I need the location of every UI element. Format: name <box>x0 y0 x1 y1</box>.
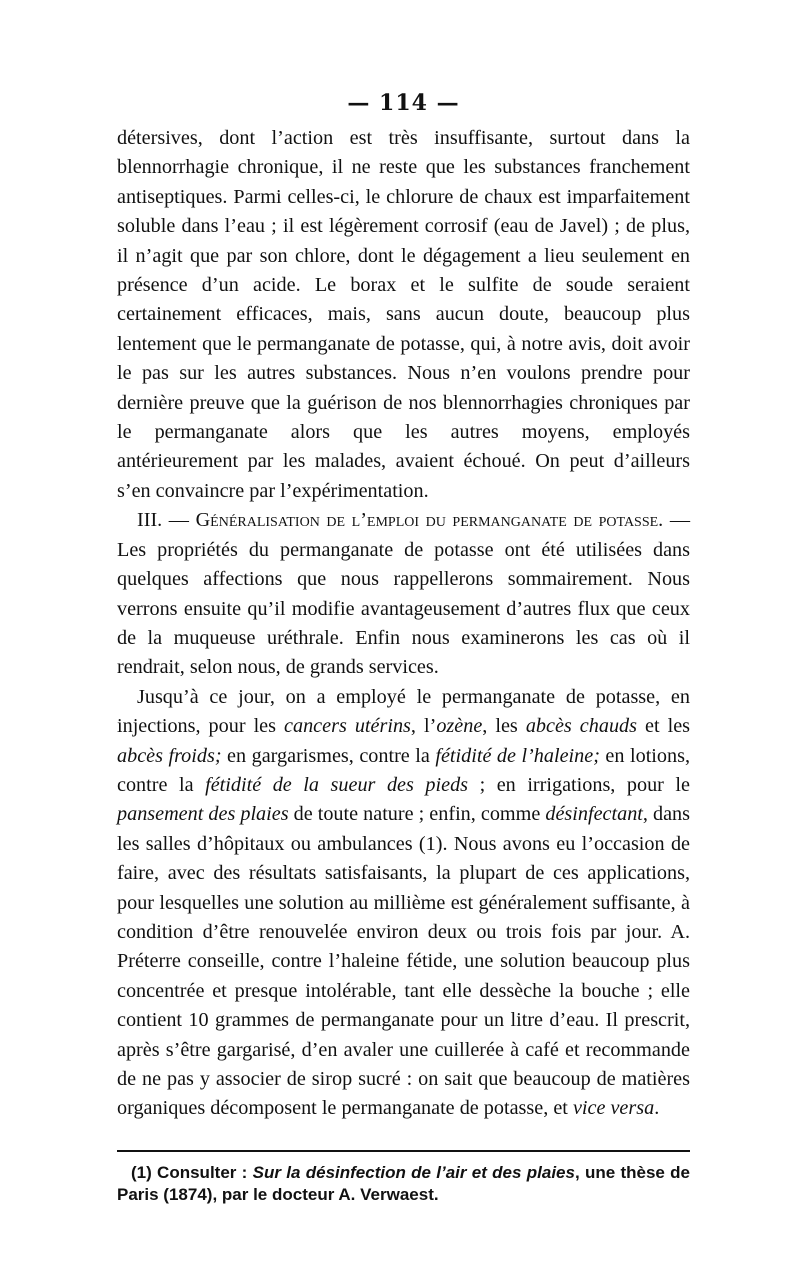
section-heading: III. — Généralisation de l’emploi du permanganate de potasse. <box>137 509 664 532</box>
text-run: et les <box>637 715 691 738</box>
italic-term: désinfectant <box>545 803 643 826</box>
paragraph-3 <box>117 683 690 1124</box>
text-run: . <box>654 1097 660 1120</box>
text-run: en lotions, contre la <box>117 744 690 796</box>
footnote-text: , une thèse de Paris (1874), par le docteur A. Verwaest. <box>117 1162 690 1204</box>
italic-term: fétidité de l’haleine; <box>435 744 600 767</box>
text-run: ; en irrigations, pour le <box>468 773 691 796</box>
italic-term: pansement des plaies <box>117 803 289 826</box>
italic-term: abcès froids; <box>117 744 222 767</box>
italic-term: abcès chauds <box>525 715 637 738</box>
text-run: en gargarismes, contre la <box>221 744 436 767</box>
text-run: Jusqu’à ce jour, on a employé le permanganate de potasse, en injections, pour les <box>117 685 690 738</box>
text-run: de toute nature ; enfin, comme <box>288 803 546 826</box>
body-text <box>117 124 690 1124</box>
footnote-text: (1) Consulter : <box>131 1162 253 1182</box>
text-run: , les <box>482 715 526 738</box>
text-run: , l’ <box>410 715 437 738</box>
footnote-divider <box>117 1150 690 1152</box>
paragraph-1: détersives, dont l’action est très insuffisante, surtout dans la blennorrhagie chronique, il ne reste que les substances franchement antiseptiques. Parmi celles-ci, le chlorure de chaux est imparfaitement soluble dans l’eau ; il est légèrement corrosif (eau de Javel) ; de plus, il n’agit que par son chlore, dont le dégagement a lieu seulement en présence d’un acide. Le borax et le sulfite de soude seraient certainement efficaces, mais, sans aucun doute, beaucoup plus lentement que le permanganate de potasse, qui, à notre avis, doit avoir le pas sur les autres substances. Nous n’en voulons prendre pour dernière preuve que la guérison de nos blennorrhagies chroniques par le permanganate alors que les autres moyens, employés antérieurement par les malades, avaient échoué. On peut d’ailleurs s’en convaincre par l’expérimentation. <box>117 127 690 502</box>
footnote-title: Sur la désinfection de l’air et des plaies <box>252 1162 575 1182</box>
italic-term: fétidité de la sueur des pieds <box>205 773 469 796</box>
italic-term: vice versa <box>572 1097 655 1120</box>
italic-term: ozène <box>436 715 483 738</box>
footnote <box>117 1162 690 1206</box>
italic-term: cancers utérins <box>284 715 411 738</box>
page-number: — 114 — <box>347 90 460 116</box>
text-run: , dans les salles d’hôpitaux ou ambulances (1). Nous avons eu l’occasion de faire, avec des résultats satisfaisants, la plupart de ces applications, pour lesquelles une solution au millième est généralement suffisante, à condition d’être renouvelée environ deux ou trois fois par jour. A. Préterre conseille, contre l’haleine fétide, une solution beaucoup plus concentrée et presque intolérable, tant elle dessèche la bouche ; elle contient 10 grammes de permanganate pour un litre d’eau. Il prescrit, après s’être gargarisé, d’en avaler une cuillerée à café et recommande de ne pas y associer de sirop sucré : on sait que beaucoup de matières organiques décomposent le permanganate de potasse, et <box>117 803 690 1120</box>
paragraph-2 <box>117 506 690 682</box>
paragraph-2-text: — Les propriétés du permanganate de potasse ont été utilisées dans quelques affections que nous rappellerons sommairement. Nous verrons ensuite qu’il modifie avantageusement d’autres flux que ceux de la muqueuse uréthrale. Enfin nous examinerons les cas où il rendrait, selon nous, de grands services. <box>117 509 691 679</box>
